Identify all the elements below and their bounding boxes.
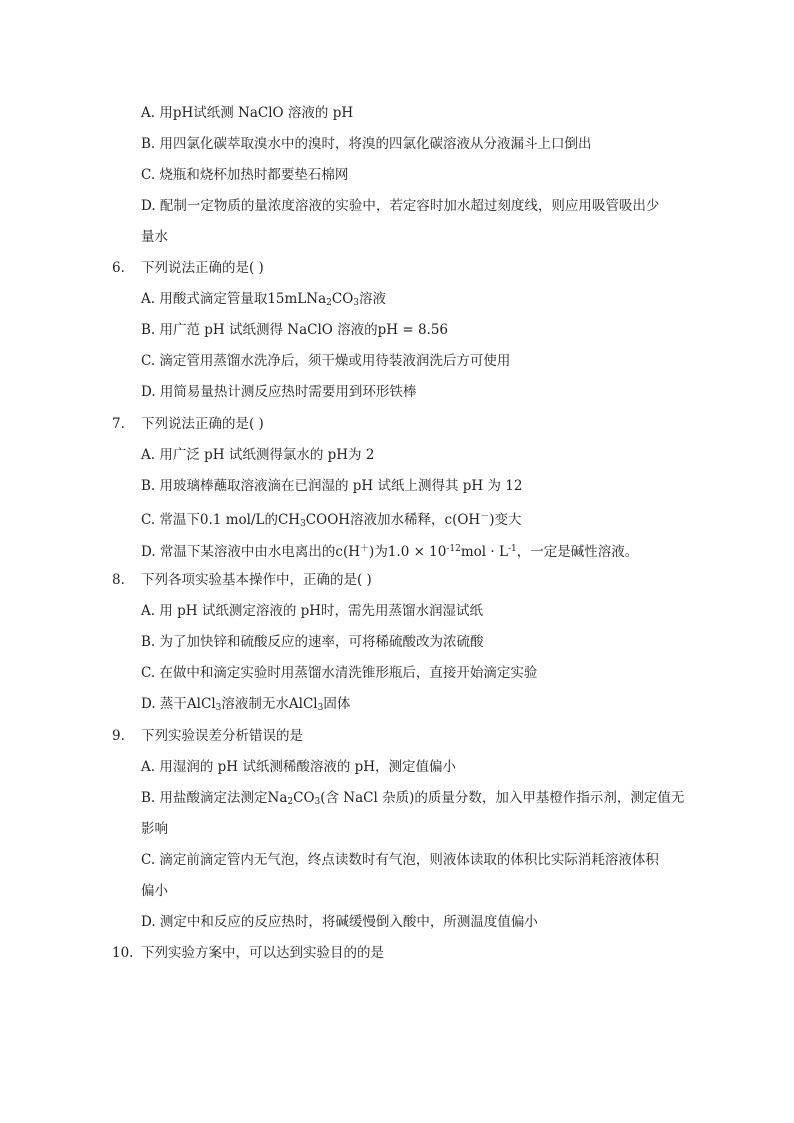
question-number: 10. <box>112 945 134 961</box>
question-number: 6. <box>112 260 125 276</box>
q6-option-b: B. 用广范 pH 试纸测得 NaClO 溶液的pH = 8.56 <box>141 322 449 338</box>
q7-option-a: A. 用广泛 pH 试纸测得氯水的 pH为 2 <box>141 447 375 463</box>
question-stem: 下列各项实验基本操作中，正确的是( ) <box>141 572 372 588</box>
q5-option-c: C. 烧瓶和烧杯加热时都要垫石棉网 <box>141 167 349 183</box>
q8-option-a: A. 用 pH 试纸测定溶液的 pH时，需先用蒸馏水润湿试纸 <box>141 603 484 619</box>
q8-option-c: C. 在做中和滴定实验时用蒸馏水清洗锥形瓶后，直接开始滴定实验 <box>141 665 538 681</box>
q7-option-c: C. 常温下0.1 mol/L的$CH_3COOH$溶液加水稀释，c(OH－)变大 <box>141 512 522 529</box>
question-stem: 下列说法正确的是( ) <box>141 260 264 276</box>
q6-option-d: D. 用简易量热计测反应热时需要用到环形铁棒 <box>141 384 417 400</box>
question-stem: 下列实验误差分析错误的是 <box>141 728 303 744</box>
q9-option-a: A. 用湿润的 pH 试纸测稀酸溶液的 pH，测定值偏小 <box>141 759 457 775</box>
q6-option-c: C. 滴定管用蒸馏水洗净后，须干燥或用待装液润洗后方可使用 <box>141 353 511 369</box>
q8-option-d: D. 蒸干AlCl$_3$溶液制无水AlCl$_3$固体 <box>141 696 351 713</box>
q5-option-a: A. 用pH试纸测 NaClO 溶液的 pH <box>141 105 354 121</box>
q9-option-c: C. 滴定前滴定管内无气泡，终点读数时有气泡，则液体读取的体积比实际消耗溶液体积 <box>141 852 659 868</box>
q7-option-b: B. 用玻璃棒蘸取溶液滴在已润湿的 pH 试纸上测得其 pH 为 12 <box>141 478 523 494</box>
q9-option-b: B. 用盐酸滴定法测定$Na_2CO_3$(含 NaCl 杂质)的质量分数，加入甲基橙作指示剂，测定值无 <box>141 790 685 807</box>
q6-option-a: A. 用酸式滴定管量取$15mLNa_2CO_3$溶液 <box>141 291 387 308</box>
q5-option-d: D. 配制一定物质的量浓度溶液的实验中，若定容时加水超过刻度线，则应用吸管吸出少 <box>141 198 660 214</box>
question-number: 8. <box>112 572 125 588</box>
question-stem: 下列说法正确的是( ) <box>141 416 264 432</box>
q5-option-d-continued: 量水 <box>141 229 168 245</box>
q8-option-b: B. 为了加快锌和硫酸反应的速率，可将稀硫酸改为浓硫酸 <box>141 634 484 650</box>
question-number: 9. <box>112 728 125 744</box>
q9-option-c-continued: 偏小 <box>141 883 168 899</box>
q9-option-b-continued: 影响 <box>141 821 168 837</box>
question-stem: 下列实验方案中，可以达到实验目的的是 <box>141 945 384 961</box>
q9-option-d: D. 测定中和反应的反应热时，将碱缓慢倒入酸中，所测温度值偏小 <box>141 914 538 930</box>
question-number: 7. <box>112 416 125 432</box>
q5-option-b: B. 用四氯化碳萃取溴水中的溴时，将溴的四氯化碳溶液从分液漏斗上口倒出 <box>141 136 592 152</box>
q7-option-d: D. 常温下某溶液中由水电离出的c(H＋)为$1.0 \times 10^{-12}mol \cdot L^{-1}$，一定是碱性溶液。 <box>141 544 639 560</box>
